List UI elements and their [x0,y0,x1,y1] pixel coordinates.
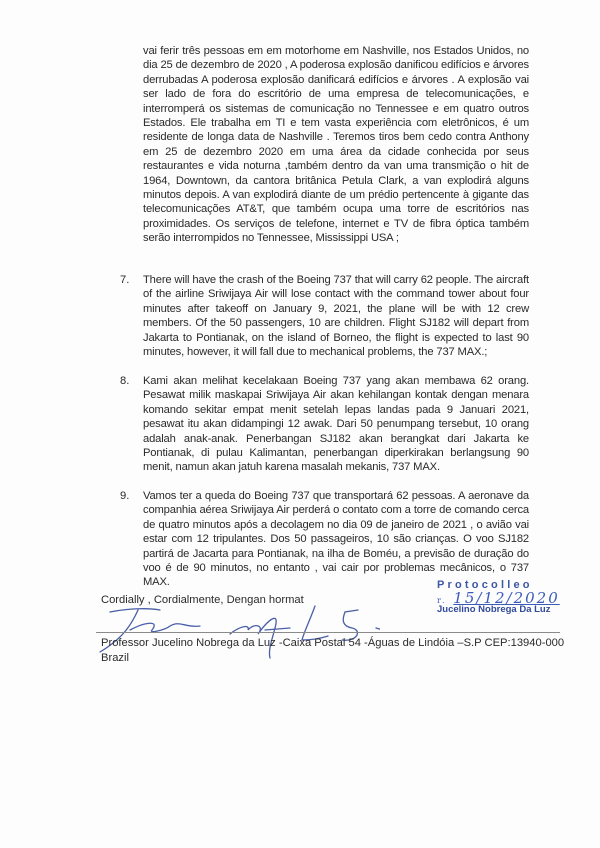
signature-line [96,632,560,633]
protocol-stamp [437,579,560,615]
list-item-7 [120,273,529,359]
list-item-text: There will have the crash of the Boeing 737 that will carry 62 people. The aircraft of the airline Sriwijaya Air will lose contact with the command tower about four minutes after takeoff on January 9, 2021, the plane will be with 12 crew members. Of the 50 passengers, 10 are children. Flight SJ182 will depart from Jakarta to Pontianak, on the island of Borneo, the flight is expected to last 90 minutes, however, it will fall due to mechanical problems, the 737 MAX.; [143,274,529,359]
address-line-2: Brazil [101,652,129,664]
stamp-date-prefix: r. [437,596,447,605]
list-item-text: Kami akan melihat kecelakaan Boeing 737 yang akan membawa 62 orang. Pesawat milik maskapai Sriwijaya Air akan kehilangan kontak dengan menara komando sekitar empat menit setelah lepas landas pada 9 Januari 2021, pesawat itu akan didampingi 12 awak. Dari 50 penumpang tersebut, 10 orang adalah anak-anak. Penerbangan SJ182 akan berangkat dari Jakarta ke Pontianak, di pulau Kalimantan, penerbangan diperkirakan berlangsung 90 menit, namun akan jatuh karena masalah mekanis, 737 MAX. [143,375,529,474]
list-item-text: Vamos ter a queda do Boeing 737 que transportará 62 pessoas. A aeronave da companhia aérea Sriwijaya Air perderá o contato com a torre de comando cerca de quatro minutos após a decolagem no dia 09 de janeiro de 2021 , o avião vai estar com 12 tripulantes. Dos 50 passageiros, 10 são crianças. O voo SJ182 partirá de Jacarta para Pontianak, na ilha de Boméu, a previsão de duração do voo é de 90 minutos, no entanto , vai cair por problemas mecânicos, o 737 MAX. [143,490,529,589]
stamp-title: Protocolleo [437,579,533,591]
closing-salutation: Cordially , Cordialmente, Dengan hormat [101,594,304,606]
list-item-number: 9. [120,490,130,502]
list-item-number: 8. [120,375,130,387]
sender-address [101,636,564,666]
list-item-number: 7. [120,274,130,286]
stamp-name: Jucelino Nobrega Da Luz [437,604,551,615]
address-line-1: Professor Jucelino Nobrega da Luz -Caixa Postal 54 -Águas de Lindóia –S.P CEP:13940-000 [101,637,565,649]
paragraph-continuation: vai ferir três pessoas em em motorhome em Nashville, nos Estados Unidos, no dia 25 de dezembro de 2020 , A poderosa explosão danificou edifícios e árvores derrubadas A poderosa explosão danificará edifícios e árvores . A explosão vai ser lado de fora do escritório de uma empresa de telecomunicações, e interromperá os sistemas de comunicação no Tennessee e em quatro outros Estados. Ele trabalha em TI e tem vasta experiência com eletrônicos, é um residente de longa data de Nashville . Teremos tiros bem cedo contra Anthony em 25 de dezembro 2020 em uma área da cidade conhecida por seus restaurantes e vida noturna ,também dentro da van uma transmição o hit de 1964, Downtown, da cantora britânica Petula Clark, a van explodirá alguns minutos depois. A van explodirá diante de um prédio pertencente à gigante das telecomunicações AT&T, que também ocupa uma torre de escritórios nas proximidades. Os serviços de telefone, internet e TV de fibra óptica também serão interrompidos no Tennessee, Mississippi USA ; [143,45,529,245]
list-item-8 [120,374,529,475]
list-item-9 [120,489,529,590]
stamp-date-value: 15/12/2020 [453,589,560,607]
